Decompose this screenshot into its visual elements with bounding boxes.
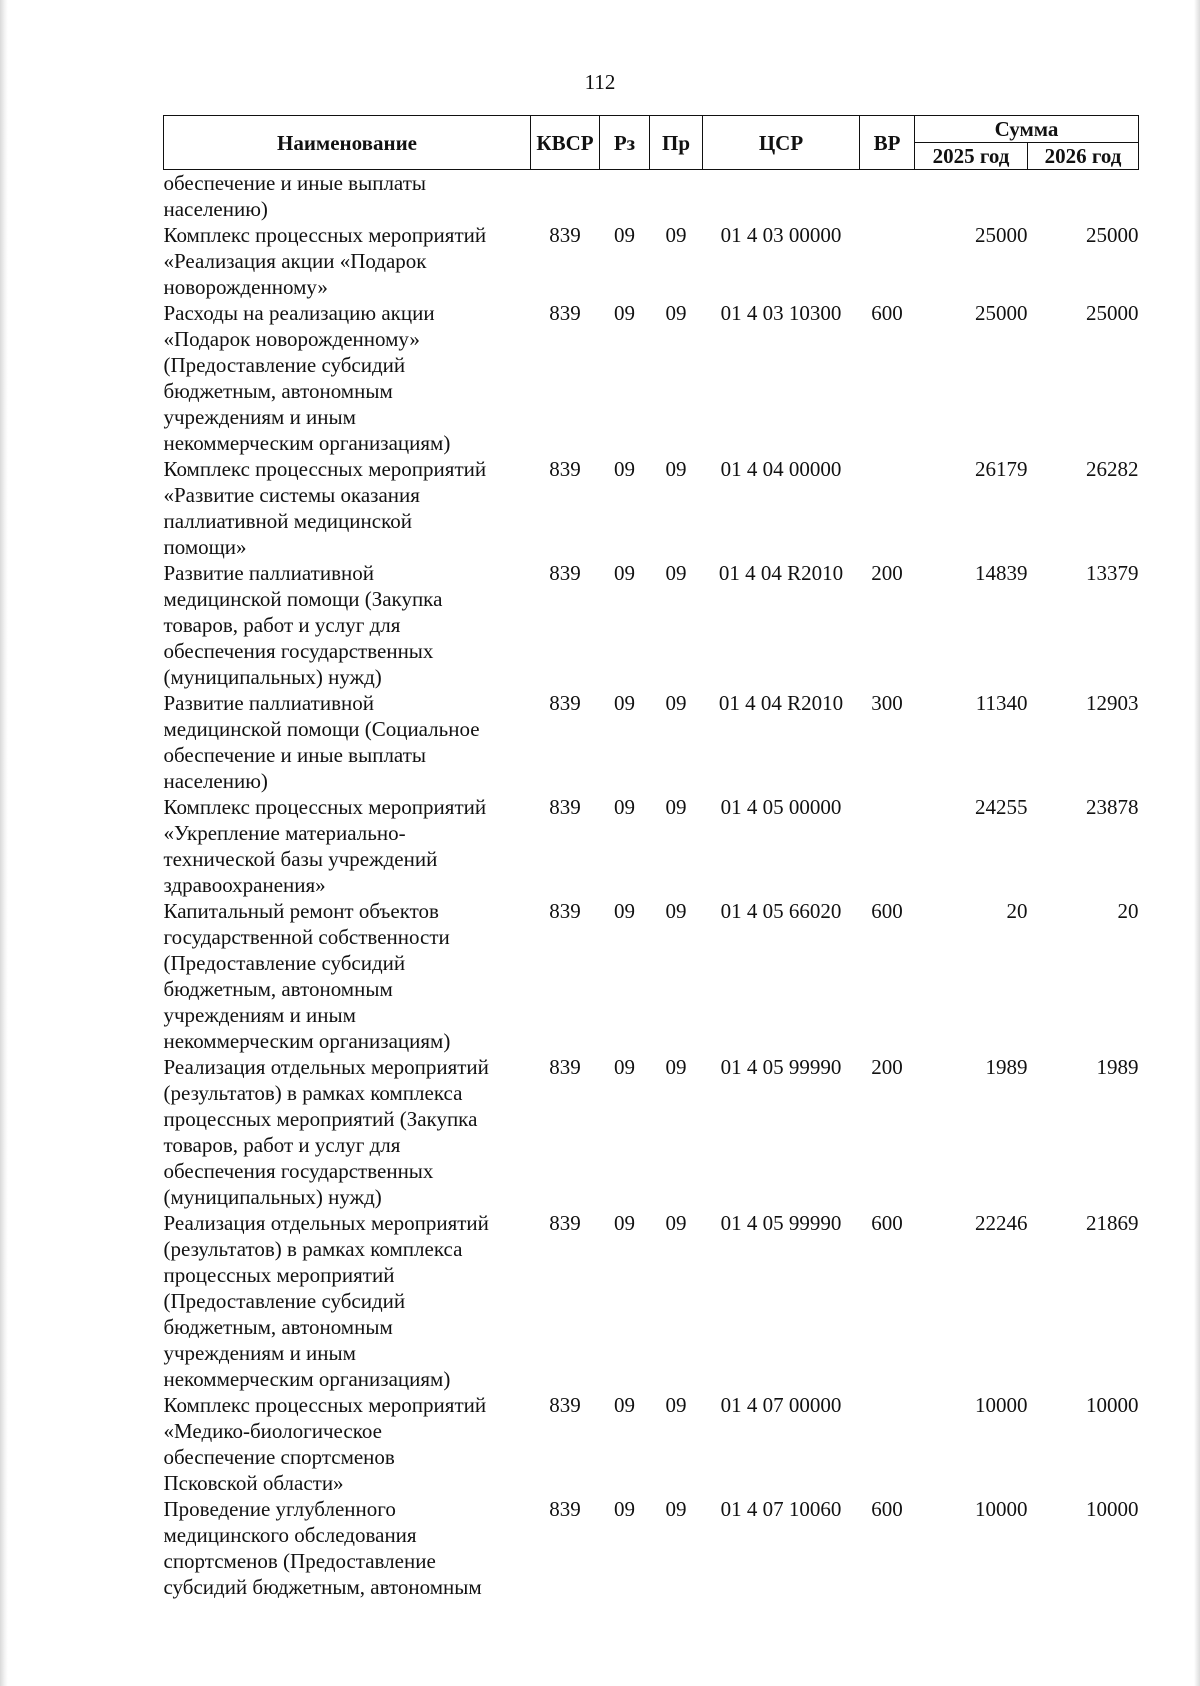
row-2025: 26179: [975, 457, 1028, 481]
row-kvsr: 839: [549, 691, 581, 715]
row-2025: 10000: [975, 1393, 1028, 1417]
row-name-line: Капитальный ремонт объектов: [163, 899, 439, 923]
row-2026: 12903: [1086, 691, 1139, 715]
row-kvsr: 839: [549, 223, 581, 247]
row-name-line: Комплекс процессных мероприятий: [163, 457, 487, 481]
row-name: [164, 222, 531, 300]
row-name-line: некоммерческим организациям): [163, 1367, 451, 1391]
row-rz: 09: [614, 561, 635, 585]
header-pr: Пр: [650, 116, 703, 170]
row-rz: 09: [614, 223, 635, 247]
row-vr: 600: [871, 1497, 903, 1521]
row-name-line: здравоохранения»: [163, 873, 326, 897]
row-name-line: обеспечения государственных: [163, 1159, 434, 1183]
row-name-line: паллиативной медицинской: [163, 509, 412, 533]
row-rz: 09: [614, 1393, 635, 1417]
table-row: [164, 1210, 1139, 1392]
row-2025: 22246: [975, 1211, 1028, 1235]
row-rz: 09: [614, 301, 635, 325]
row-2025: 10000: [975, 1497, 1028, 1521]
row-name-line: (Предоставление субсидий: [163, 1289, 406, 1313]
table-row: [164, 1054, 1139, 1210]
row-vr: [860, 794, 915, 898]
row-name-line: медицинской помощи (Закупка: [163, 587, 443, 611]
row-name: [164, 170, 531, 223]
row-name-line: Комплекс процессных мероприятий: [163, 223, 487, 247]
row-name-line: новорожденному»: [163, 275, 328, 299]
row-2026: 25000: [1086, 223, 1139, 247]
header-rz: Рз: [600, 116, 650, 170]
row-name-line: (муниципальных) нужд): [163, 1185, 382, 1209]
row-name-line: процессных мероприятий (Закупка: [163, 1107, 478, 1131]
row-vr: 200: [871, 1055, 903, 1079]
row-name-line: некоммерческим организациям): [163, 1029, 451, 1053]
row-name-line: товаров, работ и услуг для: [163, 613, 401, 637]
row-name-line: обеспечение спортсменов: [163, 1445, 395, 1469]
header-csr: ЦСР: [703, 116, 860, 170]
row-2026: 1989: [1096, 1055, 1139, 1079]
row-name-line: процессных мероприятий: [163, 1263, 395, 1287]
row-rz: [600, 170, 650, 223]
table-row: [164, 170, 1139, 223]
row-name-line: Комплекс процессных мероприятий: [163, 795, 487, 819]
row-rz: 09: [614, 457, 635, 481]
row-vr: 300: [871, 691, 903, 715]
row-2025: 1989: [985, 1055, 1028, 1079]
table-row: [164, 300, 1139, 456]
row-name-line: субсидий бюджетным, автономным: [163, 1575, 482, 1599]
row-csr: 01 4 05 99990: [720, 1211, 842, 1235]
row-csr: [703, 170, 860, 223]
row-name-line: (результатов) в рамках комплекса: [163, 1081, 463, 1105]
row-name: [164, 1392, 531, 1496]
table-row: [164, 222, 1139, 300]
row-pr: 09: [665, 1497, 687, 1521]
row-name: [164, 1496, 531, 1600]
row-vr: 600: [871, 899, 903, 923]
row-2025: 25000: [975, 301, 1028, 325]
row-name-line: «Укрепление материально-: [163, 821, 406, 845]
header-2026: 2026 год: [1028, 143, 1139, 170]
header-name: Наименование: [164, 116, 531, 170]
row-vr: [860, 222, 915, 300]
row-2025: 14839: [975, 561, 1028, 585]
row-pr: 09: [665, 795, 687, 819]
row-csr: 01 4 03 00000: [720, 223, 842, 247]
row-name: [164, 794, 531, 898]
row-2025: 25000: [975, 223, 1028, 247]
row-kvsr: 839: [549, 1211, 581, 1235]
table-row: [164, 794, 1139, 898]
row-csr: 01 4 04 R2010: [718, 561, 844, 585]
row-kvsr: 839: [549, 561, 581, 585]
row-name-line: технической базы учреждений: [163, 847, 438, 871]
row-pr: [650, 170, 703, 223]
row-name-line: Проведение углубленного: [163, 1497, 396, 1521]
row-2026: 23878: [1086, 795, 1139, 819]
row-pr: 09: [665, 1393, 687, 1417]
row-name-line: Развитие паллиативной: [163, 561, 374, 585]
row-name-line: спортсменов (Предоставление: [163, 1549, 436, 1573]
row-vr: [860, 456, 915, 560]
header-vr: ВР: [860, 116, 915, 170]
row-vr: 200: [871, 561, 903, 585]
row-name-line: Реализация отдельных мероприятий: [163, 1055, 489, 1079]
row-name-line: медицинского обследования: [163, 1523, 417, 1547]
row-name-line: Расходы на реализацию акции: [163, 301, 435, 325]
row-pr: 09: [665, 561, 687, 585]
row-pr: 09: [665, 301, 687, 325]
row-name-line: обеспечение и иные выплаты: [163, 171, 426, 195]
scan-edge-left: [0, 0, 8, 1686]
row-2026: 20: [1117, 899, 1139, 923]
row-2025: [915, 170, 1028, 223]
row-name-line: (Предоставление субсидий: [163, 951, 406, 975]
row-name: [164, 898, 531, 1054]
row-name: [164, 690, 531, 794]
row-csr: 01 4 04 R2010: [718, 691, 844, 715]
scan-edge-right: [1194, 0, 1200, 1686]
row-2026: [1028, 170, 1139, 223]
row-vr: [860, 1392, 915, 1496]
row-name-line: товаров, работ и услуг для: [163, 1133, 401, 1157]
row-name-line: учреждениям и иным: [163, 1003, 356, 1027]
row-kvsr: 839: [549, 1393, 581, 1417]
row-kvsr: 839: [549, 795, 581, 819]
row-name-line: обеспечение и иные выплаты: [163, 743, 426, 767]
row-name-line: (результатов) в рамках комплекса: [163, 1237, 463, 1261]
row-2026: 10000: [1086, 1393, 1139, 1417]
row-name-line: медицинской помощи (Социальное: [163, 717, 480, 741]
row-pr: 09: [665, 691, 687, 715]
row-csr: 01 4 05 66020: [720, 899, 842, 923]
row-kvsr: 839: [549, 457, 581, 481]
row-csr: 01 4 07 00000: [720, 1393, 842, 1417]
row-2026: 21869: [1086, 1211, 1139, 1235]
header-sum: Сумма: [915, 116, 1139, 143]
row-rz: 09: [614, 691, 635, 715]
page-number: 112: [584, 70, 616, 94]
row-name-line: Комплекс процессных мероприятий: [163, 1393, 487, 1417]
row-2026: 10000: [1086, 1497, 1139, 1521]
row-pr: 09: [665, 1211, 687, 1235]
table-row: [164, 1392, 1139, 1496]
row-2026: 25000: [1086, 301, 1139, 325]
budget-table: [163, 115, 1139, 1600]
row-name-line: «Подарок новорожденному»: [163, 327, 420, 351]
row-name-line: государственной собственности: [163, 925, 450, 949]
row-2025: 20: [1006, 899, 1028, 923]
row-name-line: учреждениям и иным: [163, 405, 356, 429]
row-name-line: населению): [163, 197, 268, 221]
row-name-line: Развитие паллиативной: [163, 691, 374, 715]
row-vr: 600: [871, 301, 903, 325]
row-pr: 09: [665, 223, 687, 247]
row-2025: 11340: [975, 691, 1028, 715]
row-name-line: «Реализация акции «Подарок: [163, 249, 427, 273]
table-row: [164, 560, 1139, 690]
row-rz: 09: [614, 899, 635, 923]
header-kvsr: КВСР: [531, 116, 600, 170]
row-name-line: (муниципальных) нужд): [163, 665, 382, 689]
row-kvsr: [531, 170, 600, 223]
row-name-line: помощи»: [163, 535, 247, 559]
row-rz: 09: [614, 1055, 635, 1079]
row-pr: 09: [665, 457, 687, 481]
table-row: [164, 1496, 1139, 1600]
row-2026: 26282: [1086, 457, 1139, 481]
row-csr: 01 4 05 99990: [720, 1055, 842, 1079]
row-name-line: Псковской области»: [163, 1471, 344, 1495]
row-name-line: населению): [163, 769, 268, 793]
row-name-line: бюджетным, автономным: [163, 379, 393, 403]
row-name: [164, 456, 531, 560]
row-rz: 09: [614, 795, 635, 819]
row-vr: [860, 170, 915, 223]
row-csr: 01 4 07 10060: [720, 1497, 842, 1521]
row-2025: 24255: [975, 795, 1028, 819]
row-kvsr: 839: [549, 1055, 581, 1079]
row-name-line: некоммерческим организациям): [163, 431, 451, 455]
row-pr: 09: [665, 899, 687, 923]
row-kvsr: 839: [549, 301, 581, 325]
row-name: [164, 560, 531, 690]
row-vr: 600: [871, 1211, 903, 1235]
row-csr: 01 4 05 00000: [720, 795, 842, 819]
table-row: [164, 456, 1139, 560]
row-name-line: обеспечения государственных: [163, 639, 434, 663]
table-row: [164, 690, 1139, 794]
row-name: [164, 1210, 531, 1392]
row-name-line: «Развитие системы оказания: [163, 483, 420, 507]
row-name: [164, 1054, 531, 1210]
row-name-line: бюджетным, автономным: [163, 977, 393, 1001]
row-rz: 09: [614, 1211, 635, 1235]
row-name-line: Реализация отдельных мероприятий: [163, 1211, 489, 1235]
row-2026: 13379: [1086, 561, 1139, 585]
row-name-line: (Предоставление субсидий: [163, 353, 406, 377]
table-row: [164, 898, 1139, 1054]
row-rz: 09: [614, 1497, 635, 1521]
table-header: [164, 116, 1139, 170]
row-name-line: «Медико-биологическое: [163, 1419, 382, 1443]
header-2025: 2025 год: [915, 143, 1028, 170]
row-csr: 01 4 04 00000: [720, 457, 842, 481]
row-name: [164, 300, 531, 456]
row-name-line: бюджетным, автономным: [163, 1315, 393, 1339]
table-body: [164, 170, 1139, 1601]
row-name-line: учреждениям и иным: [163, 1341, 356, 1365]
row-kvsr: 839: [549, 1497, 581, 1521]
row-csr: 01 4 03 10300: [720, 301, 842, 325]
row-pr: 09: [665, 1055, 687, 1079]
row-kvsr: 839: [549, 899, 581, 923]
